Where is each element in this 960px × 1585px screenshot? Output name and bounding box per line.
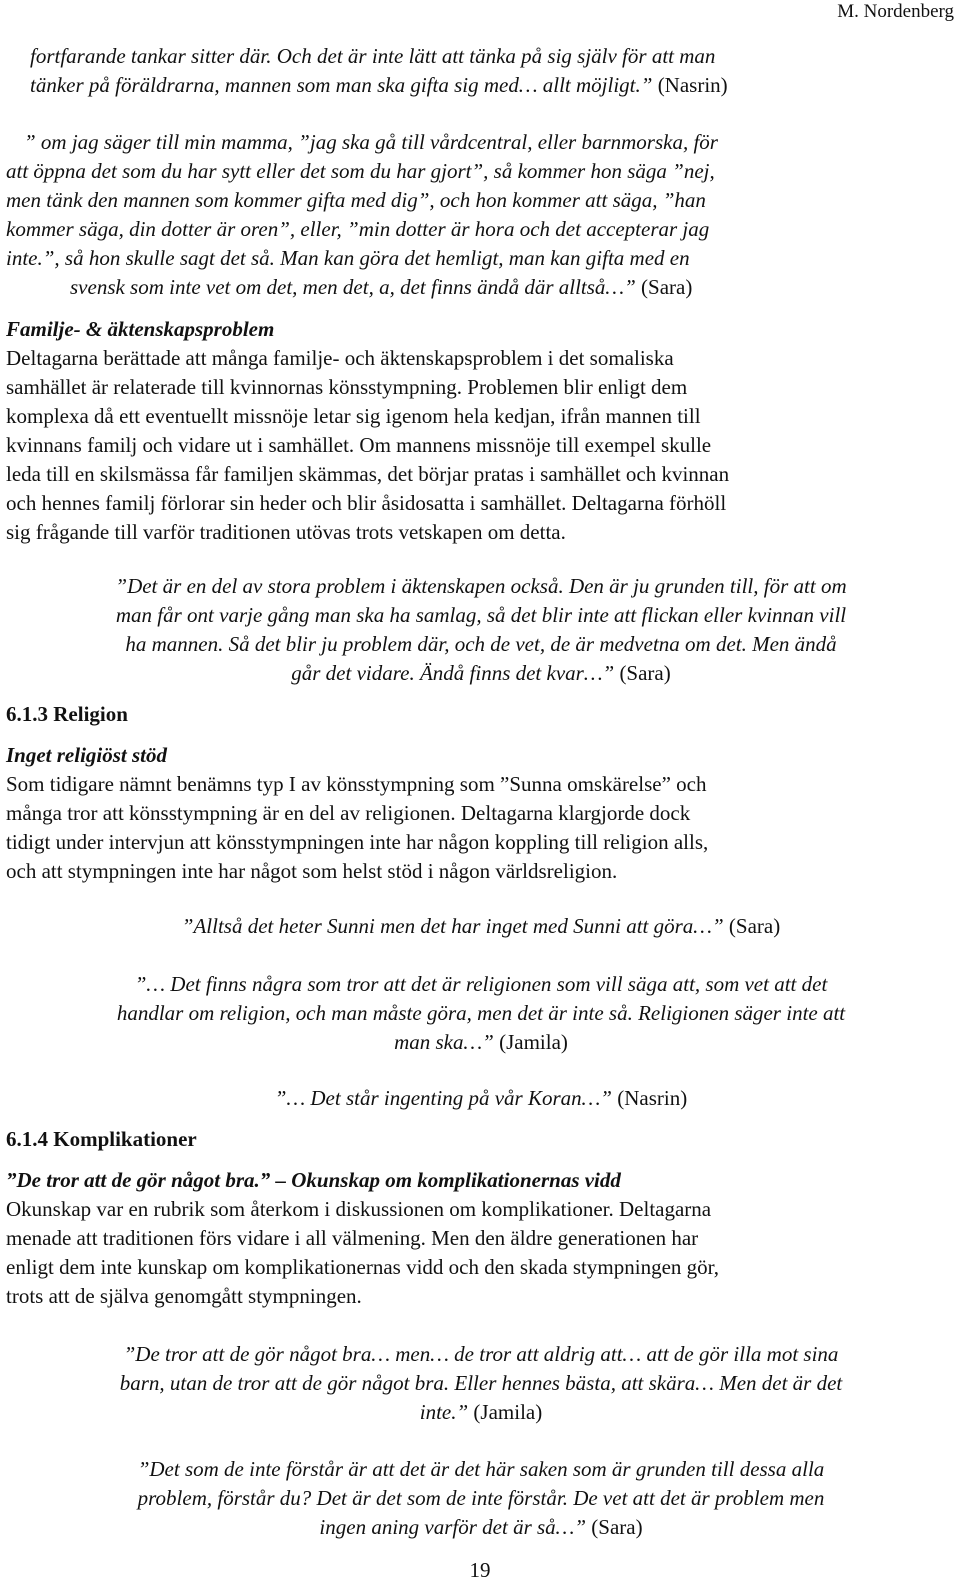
- speaker: (Sara): [619, 661, 671, 685]
- section-number-heading: 6.1.3 Religion: [6, 702, 128, 726]
- body-line: och hennes familj förlorar sin heder och blir åsidosatta i samhället. Deltagarna förhöll: [6, 491, 727, 515]
- body-line: kvinnans familj och vidare ut i samhället. Om mannens missnöje till exempel skulle: [6, 433, 712, 457]
- speaker: (Jamila): [473, 1400, 543, 1424]
- quote-line: ”De tror att de gör något bra… men… de tror att aldrig att… att de gör illa mot sina: [123, 1342, 839, 1366]
- section-subheading: ”De tror att de gör något bra.” – Okunskap om komplikationernas vidd: [6, 1168, 621, 1192]
- section-number-heading: 6.1.4 Komplikationer: [6, 1127, 197, 1151]
- quote-line: svensk som inte vet om det, men det, a, det finns ändå där alltså…” (Sara): [70, 275, 693, 299]
- quote-line: ha mannen. Så det blir ju problem där, och de vet, de är medvetna om det. Men ändå: [125, 632, 837, 656]
- body-line: leda till en skilsmässa får familjen skämmas, det börjar pratas i samhället och kvinnan: [6, 462, 730, 486]
- quote-line: kommer säga, din dotter är oren”, eller, ”min dotter är hora och det accepterar jag: [6, 217, 710, 241]
- quote-line: problem, förstår du? Det är det som de inte förstår. De vet att det är problem men: [137, 1486, 825, 1510]
- body-line: samhället är relaterade till kvinnornas könsstympning. Problemen blir enligt dem: [6, 375, 688, 399]
- quote-sara-3: [6, 912, 956, 941]
- speaker: (Sara): [591, 1515, 643, 1539]
- section-religion: [6, 700, 956, 886]
- quote-line: man ska…” (Jamila): [394, 1030, 568, 1054]
- body-line: komplexa då ett eventuellt missnöje letar sig igenom hela kedjan, ifrån mannen till: [6, 404, 701, 428]
- quote-line: går det vidare. Ändå finns det kvar…” (Sara): [291, 661, 671, 685]
- quote-line: inte.”, så hon skulle sagt det så. Man kan göra det hemligt, man kan gifta med en: [6, 246, 690, 270]
- quote-line: fortfarande tankar sitter där. Och det är inte lätt att tänka på sig själv för att man: [30, 44, 716, 68]
- quote-sara-1: [6, 128, 956, 302]
- quote-sara-2: [6, 572, 956, 688]
- body-line: sig frågande till varför traditionen utövas trots vetskapen om detta.: [6, 520, 566, 544]
- quote-line: handlar om religion, och man måste göra, men det är inte så. Religionen säger inte att: [116, 1001, 846, 1025]
- quote-line: ”… Det står ingenting på vår Koran…” (Nasrin): [274, 1086, 688, 1110]
- quote-nasrin-2: [6, 1084, 956, 1113]
- body-line: enligt dem inte kunskap om komplikationernas vidd och den skada stympningen gör,: [6, 1255, 720, 1279]
- quote-line: ingen aning varför det är så…” (Sara): [319, 1515, 643, 1539]
- quote-line: inte.” (Jamila): [419, 1400, 543, 1424]
- body-line: trots att de själva genomgått stympningen.: [6, 1284, 362, 1308]
- quote-line: att öppna det som du har sytt eller det som du har gjort”, så kommer hon säga ”nej,: [6, 159, 715, 183]
- quote-line: ” om jag säger till min mamma, ”jag ska gå till vårdcentral, eller barnmorska, för: [24, 130, 718, 154]
- quote-line: barn, utan de tror att de gör något bra. Eller hennes bästa, att skära… Men det är det: [119, 1371, 843, 1395]
- section-heading: Familje- & äktenskapsproblem: [6, 317, 275, 341]
- page-number: 19: [469, 1558, 491, 1582]
- quote-sara-4: [6, 1455, 956, 1542]
- body-line: många tror att könsstympning är en del av religionen. Deltagarna klargjorde dock: [6, 801, 691, 825]
- section-subheading: Inget religiöst stöd: [6, 743, 168, 767]
- speaker: (Nasrin): [657, 73, 728, 97]
- body-line: menade att traditionen förs vidare i all välmening. Men den äldre generationen har: [6, 1226, 699, 1250]
- quote-line: ”Alltså det heter Sunni men det har inget med Sunni att göra…” (Sara): [181, 914, 781, 938]
- quote-nasrin-1: [6, 42, 960, 100]
- quote-jamila-2: [6, 1340, 956, 1427]
- quote-line: ”Det är en del av stora problem i äktenskapen också. Den är ju grunden till, för att om: [115, 574, 847, 598]
- quote-line: ”Det som de inte förstår är att det är det här saken som är grunden till dessa alla: [137, 1457, 825, 1481]
- body-line: och att stympningen inte har något som helst stöd i någon världsreligion.: [6, 859, 618, 883]
- body-line: Som tidigare nämnt benämns typ I av könsstympning som ”Sunna omskärelse” och: [6, 772, 707, 796]
- quote-line: men tänk den mannen som kommer gifta med dig”, och hon kommer att säga, ”han: [6, 188, 706, 212]
- quote-line: man får ont varje gång man ska ha samlag, så det blir inte att flickan eller kvinnan vill: [115, 603, 847, 627]
- header-author: M. Nordenberg: [837, 1, 954, 22]
- body-line: Deltagarna berättade att många familje- och äktenskapsproblem i det somaliska: [6, 346, 674, 370]
- quote-line: ”… Det finns några som tror att det är religionen som vill säga att, som vet att det: [134, 972, 828, 996]
- body-line: tidigt under intervjun att könsstympningen inte har någon koppling till religion alls,: [6, 830, 709, 854]
- section-family: [6, 315, 956, 547]
- section-complications: [6, 1125, 956, 1311]
- body-line: Okunskap var en rubrik som återkom i diskussionen om komplikationer. Deltagarna: [6, 1197, 712, 1221]
- speaker: (Jamila): [499, 1030, 568, 1054]
- speaker: (Nasrin): [617, 1086, 688, 1110]
- quote-line: tänker på föräldrarna, mannen som man ska gifta sig med… allt möjligt.” (Nasrin): [30, 73, 728, 97]
- quote-jamila-1: [6, 970, 956, 1057]
- speaker: (Sara): [641, 275, 693, 299]
- speaker: (Sara): [728, 914, 781, 938]
